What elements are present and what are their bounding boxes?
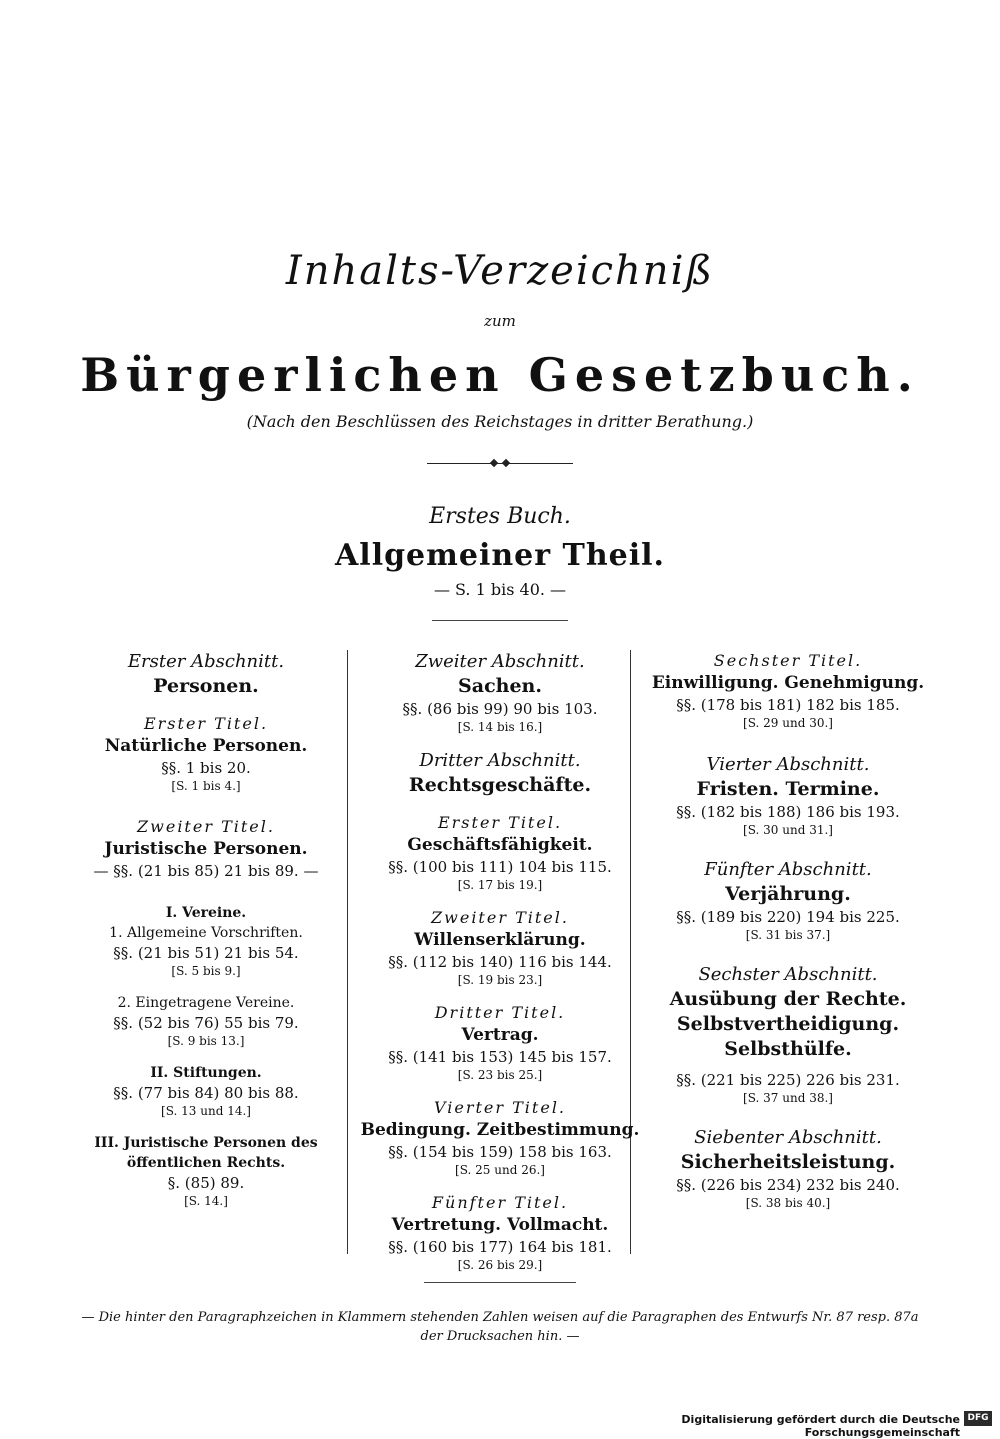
- page-reference: [S. 26 bis 29.]: [457, 1258, 543, 1272]
- section-heading: Vierter Abschnitt.: [706, 754, 870, 775]
- page-reference: [S. 13 und 14.]: [161, 1104, 251, 1118]
- paragraph-range: §§. (182 bis 188) 186 bis 193.: [676, 803, 900, 821]
- section-title: Ausübung der Rechte. Selbstvertheidigung. Selbsthülfe.: [669, 988, 907, 1060]
- section-title: Verjährung.: [725, 883, 851, 905]
- divider-rule: [424, 1282, 576, 1283]
- title-heading: Dritter Titel.: [434, 1003, 566, 1022]
- paragraph-range: §. (85) 89.: [167, 1174, 245, 1192]
- page-reference: [S. 29 und 30.]: [743, 716, 833, 730]
- paragraph-range: §§. (77 bis 84) 80 bis 88.: [113, 1084, 299, 1102]
- toc-column-3: [632, 650, 944, 1225]
- title-heading: Erster Titel.: [437, 813, 563, 832]
- paragraph-range: §§. (160 bis 177) 164 bis 181.: [388, 1238, 612, 1256]
- page-reference: [S. 14 bis 16.]: [457, 720, 543, 734]
- title-name: Juristische Personen.: [104, 839, 308, 859]
- title-name: Einwilligung. Genehmigung.: [651, 673, 925, 693]
- divider-rule: [432, 620, 568, 621]
- part-pages: — S. 1 bis 40. —: [433, 580, 567, 599]
- page-reference: [S. 1 bis 4.]: [171, 779, 241, 793]
- subsection-heading: I. Vereine.: [165, 905, 247, 921]
- paragraph-range: §§. (178 bis 181) 182 bis 185.: [676, 696, 900, 714]
- footnote: — Die hinter den Paragraphzeichen in Klammern stehenden Zahlen weisen auf die Paragraphen des Entwurfs Nr. 87 resp. 87a der Drucksachen hin. —: [81, 1310, 919, 1344]
- paragraph-range: §§. (189 bis 220) 194 bis 225.: [676, 908, 900, 926]
- section-heading: Sechster Abschnitt.: [698, 964, 878, 985]
- title-name: Bedingung. Zeitbestimmung.: [360, 1120, 640, 1140]
- title-name: Natürliche Personen.: [104, 736, 308, 756]
- page-reference: [S. 19 bis 23.]: [457, 973, 543, 987]
- section-heading: Siebenter Abschnitt.: [694, 1127, 882, 1148]
- toc-column-1: [56, 650, 356, 1223]
- main-title: Bürgerlichen Gesetzbuch.: [80, 348, 920, 402]
- page-reference: [S. 9 bis 13.]: [167, 1034, 245, 1048]
- page-reference: [S. 14.]: [184, 1194, 228, 1208]
- section-title: Personen.: [153, 675, 259, 697]
- title-heading: Fünfter Titel.: [431, 1193, 569, 1212]
- part-title: Allgemeiner Theil.: [335, 538, 665, 573]
- section-title: Sicherheitsleistung.: [680, 1151, 896, 1173]
- paragraph-range: §§. (21 bis 51) 21 bis 54.: [113, 944, 299, 962]
- paragraph-range: §§. 1 bis 20.: [161, 759, 251, 777]
- title-name: Vertretung. Vollmacht.: [391, 1215, 609, 1235]
- paragraph-range: §§. (86 bis 99) 90 bis 103.: [402, 700, 598, 718]
- paragraph-range: §§. (226 bis 234) 232 bis 240.: [676, 1176, 900, 1194]
- subtitle: (Nach den Beschlüssen des Reichstages in dritter Berathung.): [246, 412, 754, 431]
- section-heading: Fünfter Abschnitt.: [704, 859, 872, 880]
- page-reference: [S. 5 bis 9.]: [171, 964, 241, 978]
- book-label: Erstes Buch.: [429, 504, 571, 529]
- section-title: Fristen. Termine.: [696, 778, 880, 800]
- page-reference: [S. 23 bis 25.]: [457, 1068, 543, 1082]
- paragraph-range: §§. (112 bis 140) 116 bis 144.: [388, 953, 612, 971]
- page-reference: [S. 17 bis 19.]: [457, 878, 543, 892]
- paragraph-range: §§. (154 bis 159) 158 bis 163.: [388, 1143, 612, 1161]
- page-reference: [S. 30 und 31.]: [743, 823, 833, 837]
- title-name: Geschäftsfähigkeit.: [407, 835, 593, 855]
- page-title: Inhalts-Verzeichniß: [285, 248, 715, 294]
- section-heading: Zweiter Abschnitt.: [415, 651, 585, 672]
- paragraph-range: — §§. (21 bis 85) 21 bis 89. —: [93, 862, 319, 880]
- subsection-heading: III. Juristische Personen des öffentlichen Rechts.: [94, 1135, 318, 1171]
- digitization-credit: Digitalisierung gefördert durch die Deutsche Forschungsgemeinschaft: [681, 1413, 960, 1439]
- title-heading: Zweiter Titel.: [137, 817, 275, 836]
- subsection-name: 2. Eingetragene Vereine.: [117, 995, 295, 1011]
- paragraph-range: §§. (52 bis 76) 55 bis 79.: [113, 1014, 299, 1032]
- section-title: Rechtsgeschäfte.: [408, 774, 592, 796]
- page-reference: [S. 37 und 38.]: [743, 1091, 833, 1105]
- paragraph-range: §§. (141 bis 153) 145 bis 157.: [388, 1048, 612, 1066]
- title-name: Willenserklärung.: [414, 930, 586, 950]
- section-heading: Erster Abschnitt.: [127, 651, 285, 672]
- title-name: Vertrag.: [461, 1025, 539, 1045]
- paragraph-range: §§. (221 bis 225) 226 bis 231.: [676, 1071, 900, 1089]
- paragraph-range: §§. (100 bis 111) 104 bis 115.: [388, 858, 612, 876]
- title-heading: Vierter Titel.: [433, 1098, 567, 1117]
- ornament-divider: [427, 462, 573, 466]
- subsection-heading: II. Stiftungen.: [150, 1065, 262, 1081]
- section-title: Sachen.: [458, 675, 542, 697]
- subsection-name: 1. Allgemeine Vorschriften.: [109, 925, 303, 941]
- page-reference: [S. 31 bis 37.]: [745, 928, 831, 942]
- section-heading: Dritter Abschnitt.: [419, 750, 581, 771]
- toc-column-2: [350, 650, 650, 1287]
- title-heading: Sechster Titel.: [713, 651, 863, 670]
- title-zum: zum: [484, 312, 516, 330]
- dfg-logo-icon: DFG: [964, 1411, 992, 1426]
- title-heading: Zweiter Titel.: [431, 908, 569, 927]
- title-heading: Erster Titel.: [143, 714, 269, 733]
- page-reference: [S. 25 und 26.]: [455, 1163, 545, 1177]
- page-reference: [S. 38 bis 40.]: [745, 1196, 831, 1210]
